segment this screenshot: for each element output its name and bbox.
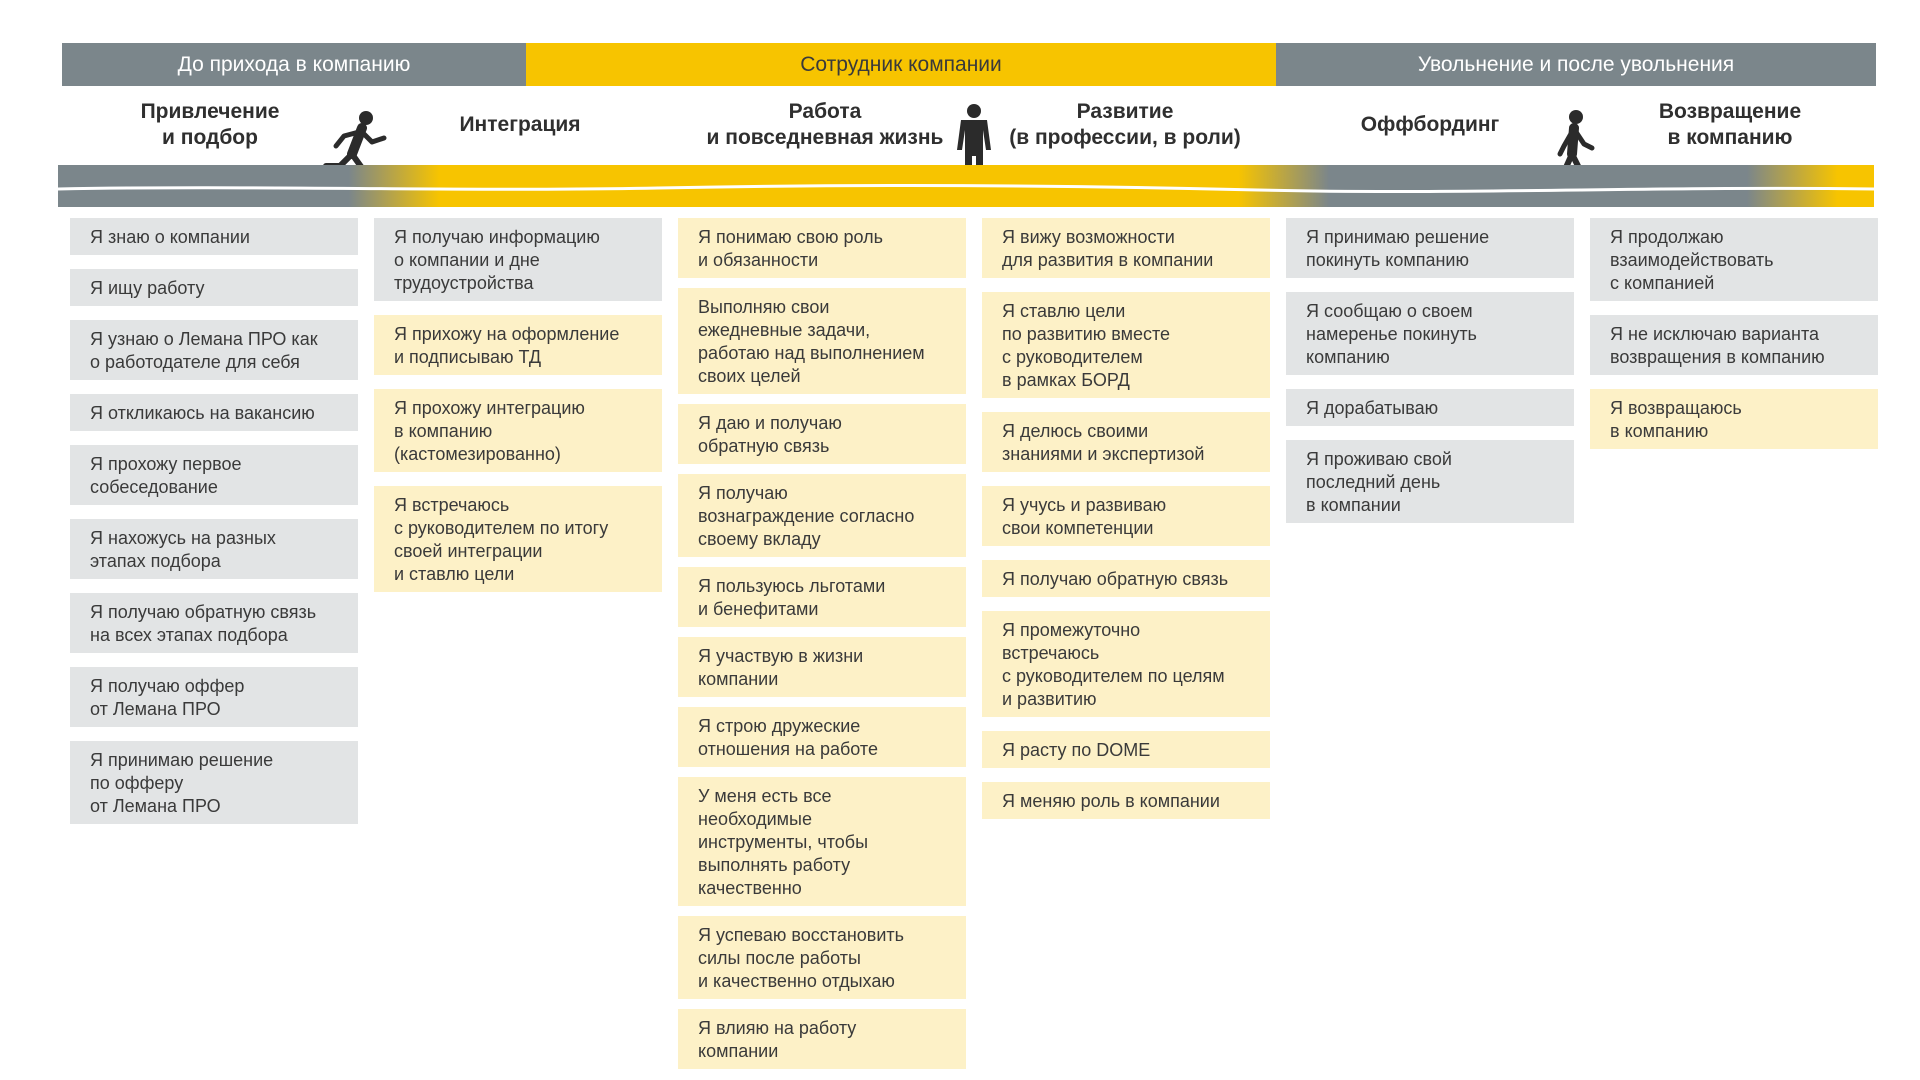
list-item: Я строю дружеские отношения на работе — [678, 707, 966, 767]
list-item: Я получаю информацию о компании и дне трудоустройства — [374, 218, 662, 301]
list-item: Я участвую в жизни компании — [678, 637, 966, 697]
column-integration — [374, 218, 662, 606]
list-item: Я не исключаю варианта возвращения в компанию — [1590, 315, 1878, 375]
stage-title-return: Возвращение в компанию — [1658, 100, 1802, 149]
stage-title-recruitment: Привлечение и подбор — [140, 100, 280, 149]
list-item: Я сообщаю о своем намеренье покинуть компанию — [1286, 292, 1574, 375]
stage-title-integration: Интеграция — [459, 113, 581, 136]
phase-label: Увольнение и после увольнения — [1417, 52, 1735, 76]
list-item: Я продолжаю взаимодействовать с компанией — [1590, 218, 1878, 301]
list-item: Я нахожусь на разных этапах подбора — [70, 519, 358, 579]
list-item: Я прохожу первое собеседование — [70, 445, 358, 505]
stage-title-offboarding: Оффбординг — [1360, 113, 1500, 136]
column-recruitment — [70, 218, 358, 838]
list-item: Я прихожу на оформление и подписываю ТД — [374, 315, 662, 375]
list-item: Я пользуюсь льготами и бенефитами — [678, 567, 966, 627]
phase-employee — [526, 43, 1276, 86]
list-item: Выполняю свои ежедневные задачи, работаю над выполнением своих целей — [678, 288, 966, 394]
list-item: У меня есть все необходимые инструменты, чтобы выполнять работу качественно — [678, 777, 966, 906]
list-item: Я меняю роль в компании — [982, 782, 1270, 819]
stage-title-development: Развитие (в профессии, в роли) — [1009, 100, 1241, 149]
list-item: Я проживаю свой последний день в компании — [1286, 440, 1574, 523]
list-item: Я расту по DOME — [982, 731, 1270, 768]
list-item: Я даю и получаю обратную связь — [678, 404, 966, 464]
journey-road — [58, 165, 1874, 207]
phase-before-joining — [62, 43, 526, 86]
list-item: Я учусь и развиваю свои компетенции — [982, 486, 1270, 546]
column-work-life — [678, 218, 966, 1079]
list-item: Я встречаюсь с руководителем по итогу своей интеграции и ставлю цели — [374, 486, 662, 592]
list-item: Я успеваю восстановить силы после работы и качественно отдыхаю — [678, 916, 966, 999]
list-item: Я принимаю решение по офферу от Лемана ПРО — [70, 741, 358, 824]
stage-title-work-life: Работа и повседневная жизнь — [706, 100, 944, 149]
list-item: Я влияю на работу компании — [678, 1009, 966, 1069]
list-item: Я вижу возможности для развития в компании — [982, 218, 1270, 278]
list-item: Я ищу работу — [70, 269, 358, 306]
list-item: Я дорабатываю — [1286, 389, 1574, 426]
list-item: Я получаю обратную связь — [982, 560, 1270, 597]
list-item: Я понимаю свою роль и обязанности — [678, 218, 966, 278]
column-offboarding — [1286, 218, 1574, 537]
list-item: Я ставлю цели по развитию вместе с руководителем в рамках БОРД — [982, 292, 1270, 398]
list-item: Я принимаю решение покинуть компанию — [1286, 218, 1574, 278]
list-item: Я знаю о компании — [70, 218, 358, 255]
list-item: Я возвращаюсь в компанию — [1590, 389, 1878, 449]
list-item: Я узнаю о Лемана ПРО как о работодателе для себя — [70, 320, 358, 380]
list-item: Я промежуточно встречаюсь с руководителем по целям и развитию — [982, 611, 1270, 717]
list-item: Я откликаюсь на вакансию — [70, 394, 358, 431]
list-item: Я получаю обратную связь на всех этапах подбора — [70, 593, 358, 653]
column-return — [1590, 218, 1878, 463]
column-development — [982, 218, 1270, 833]
list-item: Я получаю оффер от Лемана ПРО — [70, 667, 358, 727]
list-item: Я прохожу интеграцию в компанию (кастомезированно) — [374, 389, 662, 472]
phase-label: Сотрудник компании — [800, 52, 1002, 76]
list-item: Я делюсь своими знаниями и экспертизой — [982, 412, 1270, 472]
phase-leaving — [1276, 43, 1876, 86]
list-item: Я получаю вознаграждение согласно своему вкладу — [678, 474, 966, 557]
phase-label: До прихода в компанию — [177, 52, 411, 76]
